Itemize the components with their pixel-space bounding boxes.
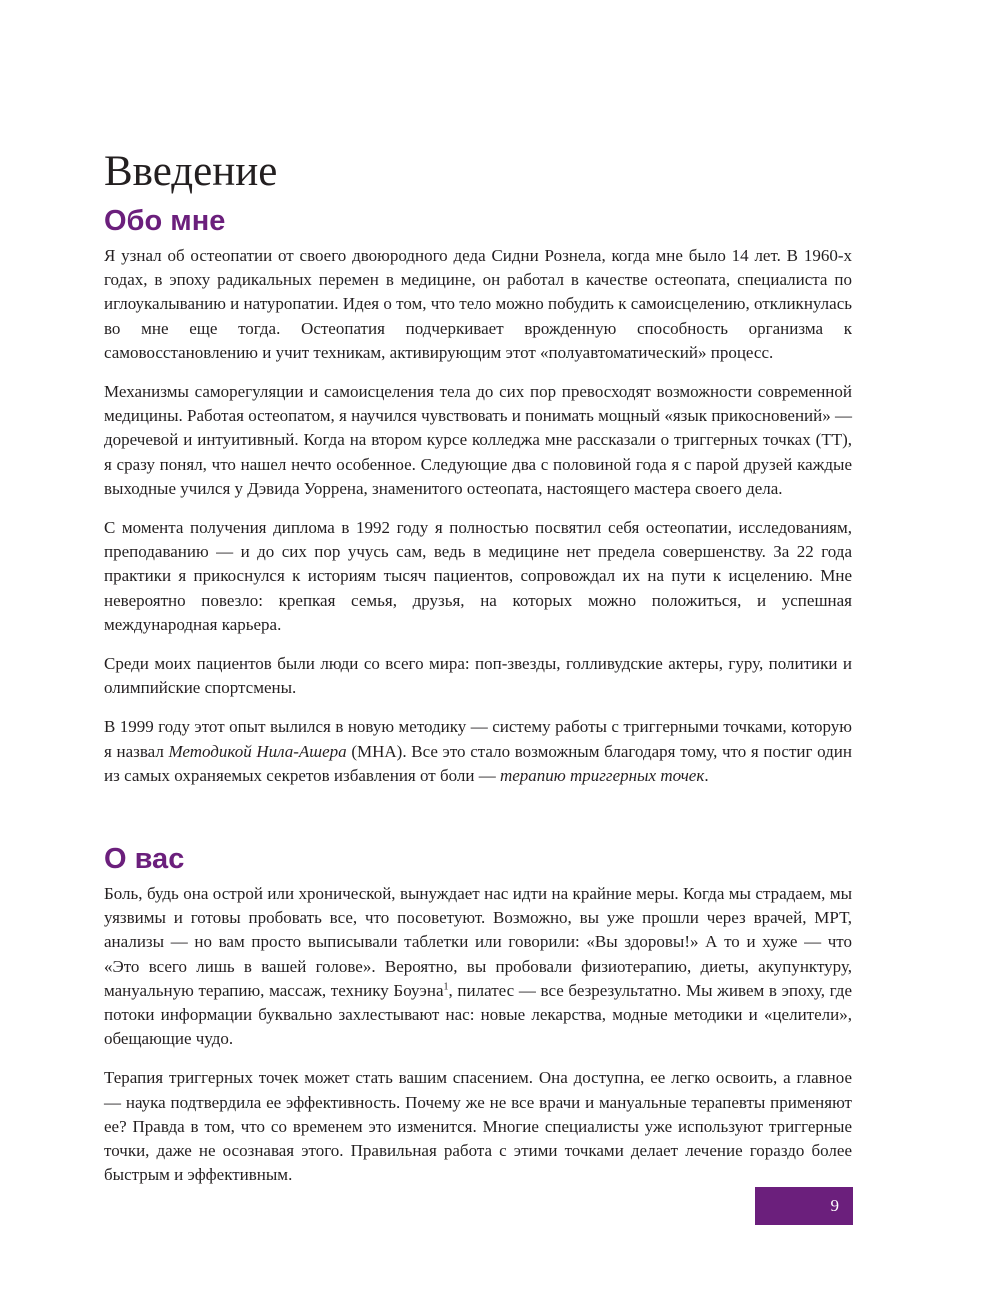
paragraph: С момента получения диплома в 1992 году я полностью посвятил себя остеопатии, исследованиям, преподаванию — и до сих пор учусь сам, ведь в медицине нет предела совершенству. За 22 года практики я прикоснулся к историям тысяч пациентов, сопровождал их на пути к исцелению. Мне невероятно повезло: крепкая семья, друзья, на которых можно положиться, и успешная международная карьера. (104, 518, 852, 634)
italic-term: Методикой Нила-Ашера (168, 741, 347, 761)
page-number: 9 (830, 1196, 839, 1215)
text-run: , пилатес — все безрезультатно. Мы живем в эпоху, где потоки информации буквально захлестывают нас: новые лекарства, модные методики и «целители», обещающие чудо. (104, 980, 853, 1049)
paragraph: Механизмы саморегуляции и самоисцеления тела до сих пор превосходят возможности современной медицины. Работая остеопатом, я научился чувствовать и понимать мощный «язык прикосновений» — доречевой и интуитивный. Когда на втором курсе колледжа мне рассказали о триггерных точках (ТТ), я сразу понял, что нашел нечто особенное. Следующие два с половиной года я с парой друзей каждые выходные учился у Дэвида Уоррена, знаменитого остеопата, настоящего мастера своего дела. (104, 382, 852, 498)
section-about-me (104, 244, 852, 803)
section-about-you (104, 882, 852, 1202)
text-run: (МНА). Все это стало возможным благодаря тому, что я постиг один из самых охраняемых секретов избавления от боли — (104, 741, 852, 785)
italic-term: терапию триггерных точек (499, 765, 705, 785)
section-title-about-me: Обо мне (104, 205, 226, 237)
paragraph: Среди моих пациентов были люди со всего мира: поп-звезды, голливудские актеры, гуру, политики и олимпийские спортсмены. (104, 654, 852, 698)
paragraph: Я узнал об остеопатии от своего двоюродного деда Сидни Рознела, когда мне было 14 лет. В 1960-х годах, в эпоху радикальных перемен в медицине, он работал в качестве остеопата, специалиста по иглоукалыванию и натуропатии. Идея о том, что тело можно побудить к самоисцелению, откликнулась во мне еще тогда. Остеопатия подчеркивает врожденную способность организма к самовосстановлению и учит техникам, активирующим этот «полуавтоматический» процесс. (104, 246, 852, 362)
page-number-badge (755, 1187, 853, 1225)
paragraph (104, 882, 852, 1051)
section-title-about-you: О вас (104, 843, 185, 875)
text-run: В 1999 году этот опыт вылился в новую методику — систему работы с триггерными точками, которую я назвал (104, 717, 852, 761)
text-run: Боль, будь она острой или хронической, вынуждает нас идти на крайние меры. Когда мы страдаем, мы уязвимы и готовы пробовать все, что посоветуют. Возможно, вы уже прошли через врачей, МРТ, анализы — но вам просто выписывали таблетки или говорили: «Вы здоровы!» А то и хуже — что «Это всего лишь в вашей голове». Вероятно, вы пробовали физиотерапию, диеты, акупунктуру, мануальную терапию, массаж, технику Боуэна (104, 884, 852, 1000)
text-run: . (704, 765, 709, 785)
paragraph: Терапия триггерных точек может стать вашим спасением. Она доступна, ее легко освоить, а главное — наука подтвердила ее эффективность. Почему же не все врачи и мануальные терапевты применяют ее? Правда в том, что со временем это изменится. Многие специалисты уже используют триггерные точки, даже не осознавая этого. Правильная работа с этими точками делает лечение гораздо более быстрым и эффективным. (104, 1068, 852, 1185)
footnote-marker[interactable]: 1 (443, 981, 449, 993)
chapter-title: Введение (104, 148, 278, 195)
paragraph (104, 715, 852, 788)
